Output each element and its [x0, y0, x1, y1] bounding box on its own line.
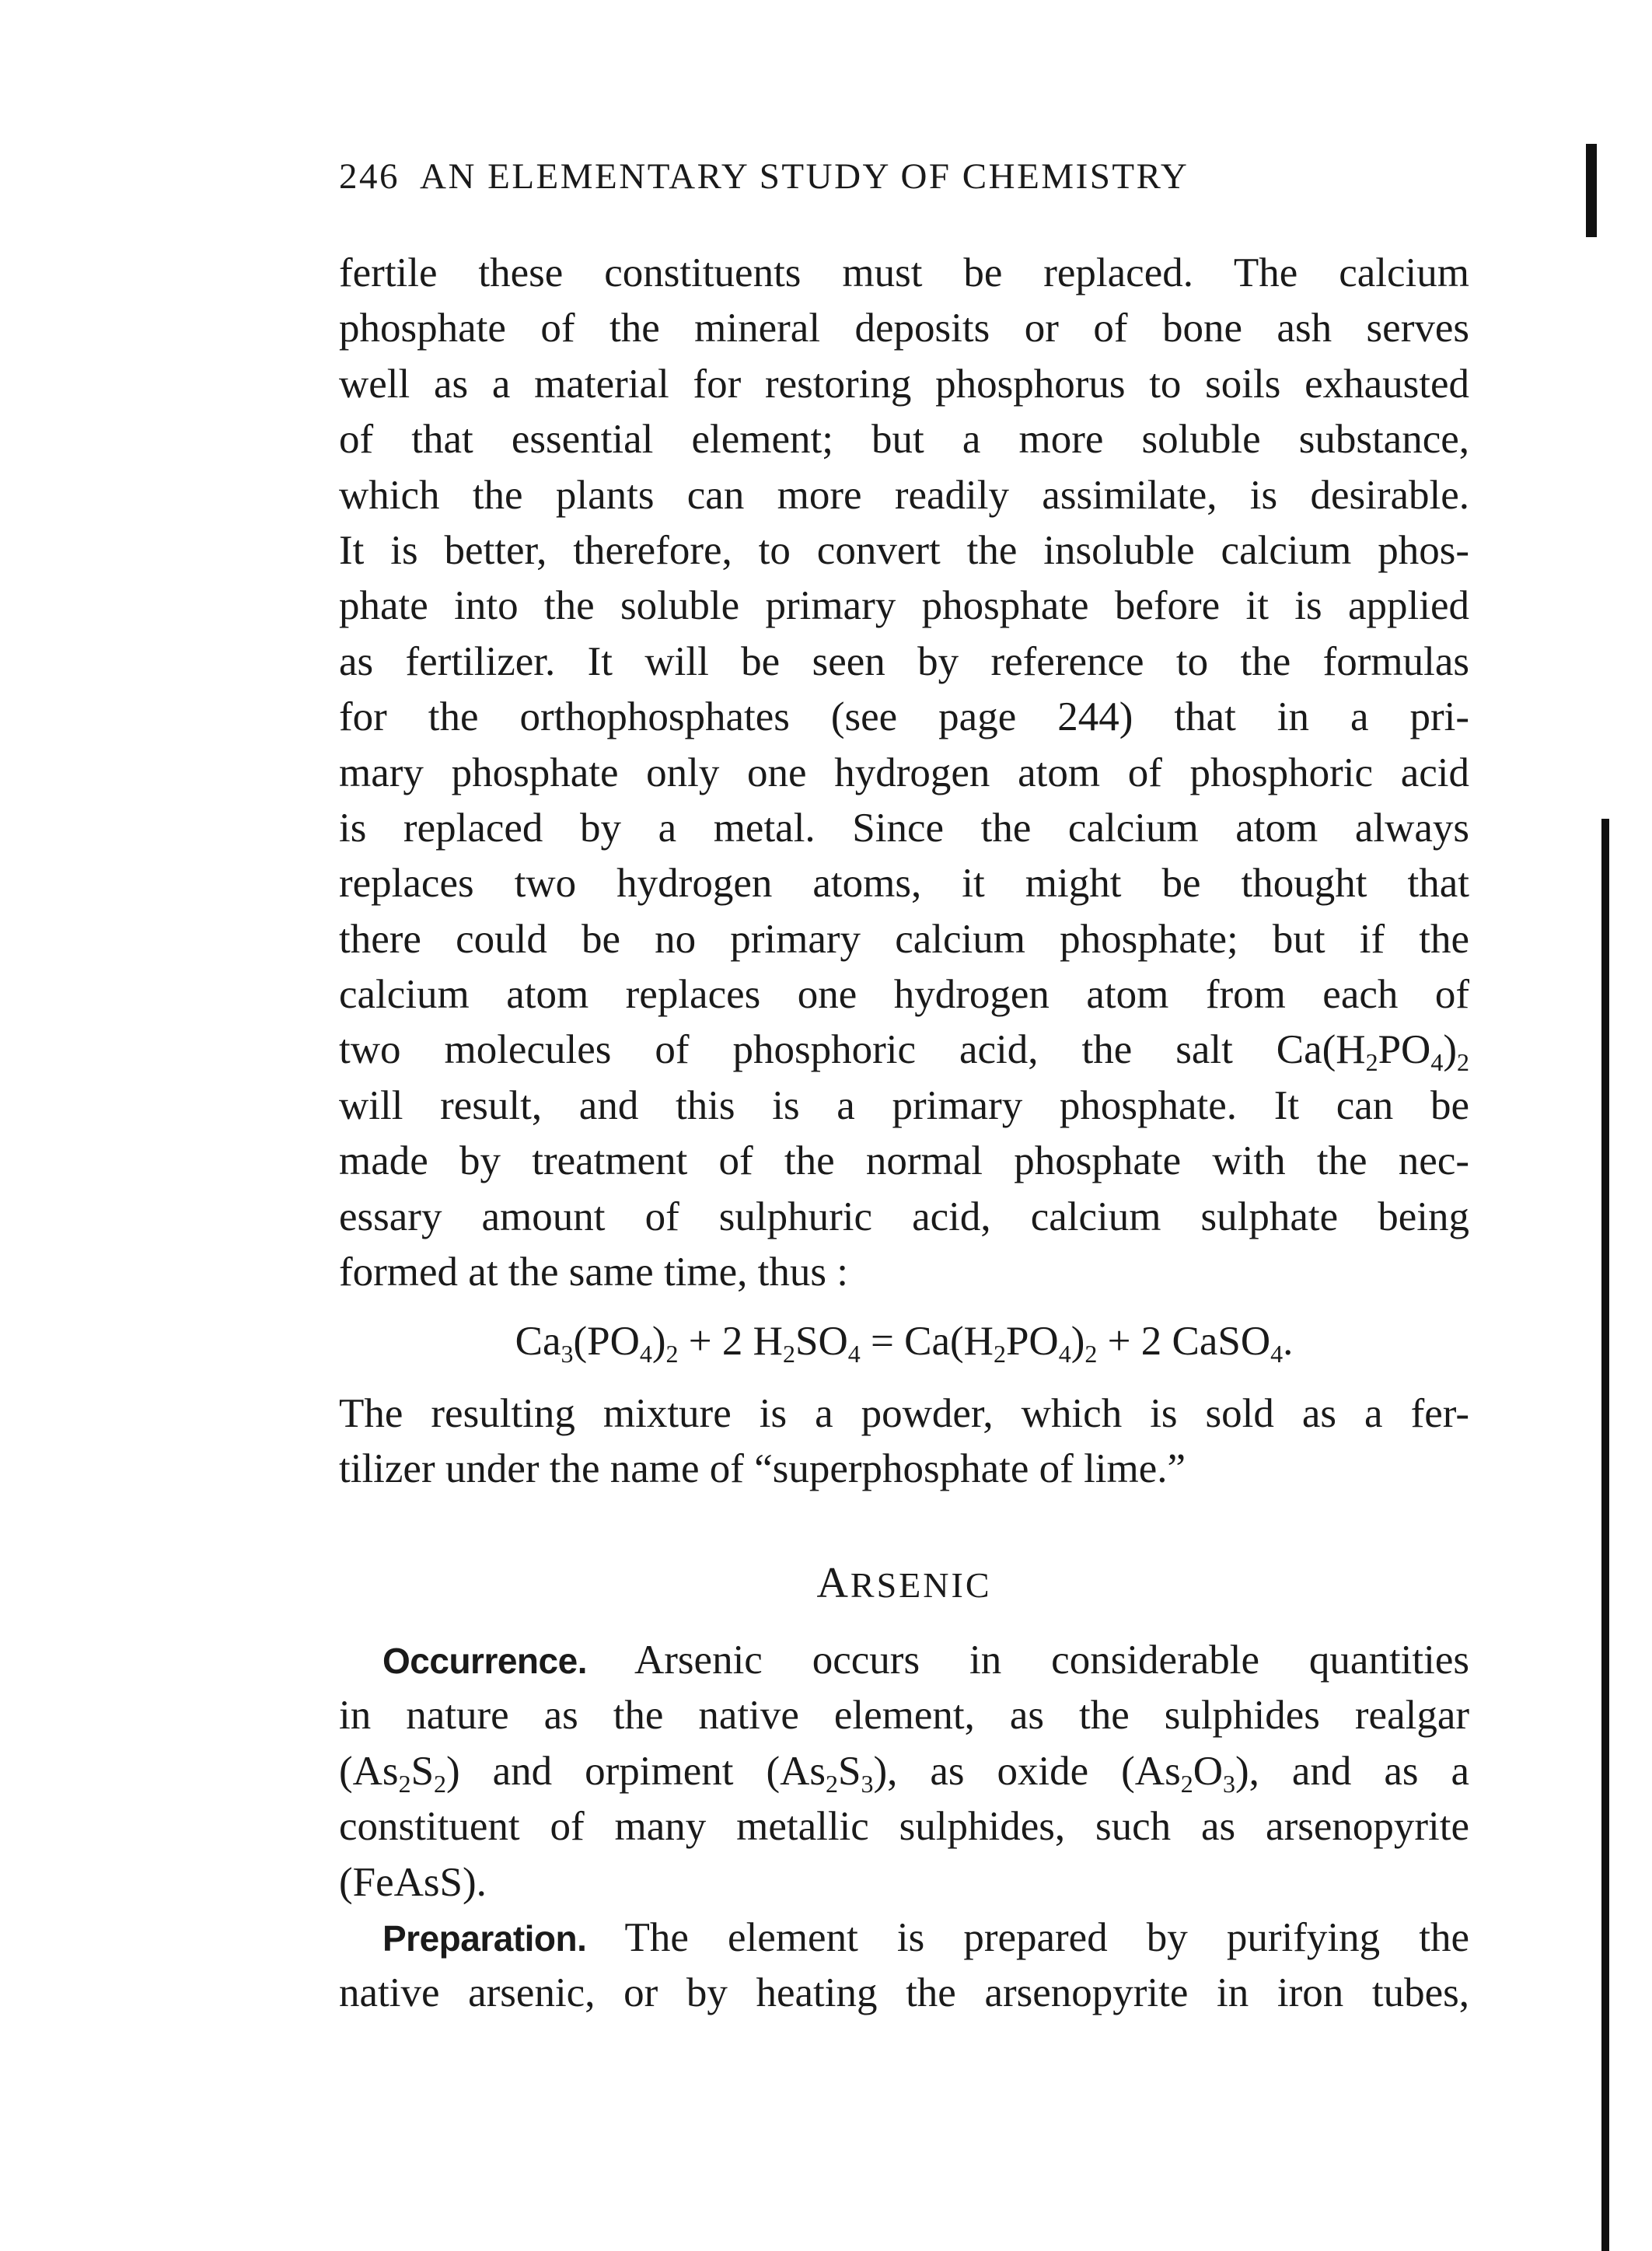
text-run: O [1193, 1748, 1223, 1794]
text-run: made by treatment of the normal phosphate with the nec- [339, 1138, 1469, 1184]
text-line [339, 801, 1469, 856]
text-run: there could be no primary calcium phosphate; but if the [339, 916, 1469, 962]
run-in-heading: Occurrence. [382, 1641, 587, 1681]
subscript: 4 [1058, 1340, 1071, 1368]
text-line [339, 856, 1469, 911]
subscript: 4 [1430, 1048, 1444, 1077]
subscript: 2 [1180, 1769, 1193, 1798]
text-run: ) and orpiment (As [446, 1748, 826, 1794]
text-run: PO [1005, 1319, 1059, 1364]
text-run: S [410, 1748, 435, 1794]
text-run: will result, and this is a primary phosphate. It can be [339, 1082, 1469, 1128]
text-line [339, 1744, 1469, 1799]
text-line [339, 1314, 1469, 1369]
text-run: phosphate of the mineral deposits or of bone ash serves [339, 306, 1469, 351]
text-run: SO [795, 1319, 848, 1364]
text-line [339, 468, 1469, 523]
subscript: 2 [434, 1769, 447, 1798]
text-run: formed at the same time, thus : [339, 1250, 848, 1295]
subscript: 3 [561, 1340, 574, 1368]
text-run: replaces two hydrogen atoms, it might be thought that [339, 861, 1469, 907]
text-line [339, 1245, 1469, 1300]
subscript: 2 [826, 1769, 838, 1798]
running-header [339, 156, 1189, 197]
text-line [339, 357, 1469, 412]
paragraph-preparation [339, 1910, 1469, 2022]
text-line [339, 1966, 1469, 2021]
text-run: as fertilizer. It will be seen by reference to the formulas [339, 638, 1469, 684]
subscript: 2 [1084, 1340, 1098, 1368]
text-line [339, 912, 1469, 967]
text-run: two molecules of phosphoric acid, the salt Ca(H [339, 1027, 1366, 1073]
text-run: for the orthophosphates (see page 244) that in a pri- [339, 694, 1469, 740]
chemical-equation [339, 1314, 1469, 1369]
subscript: 3 [1223, 1769, 1235, 1798]
text-run: which the plants can more readily assimilate, is desirable. [339, 472, 1469, 518]
text-run: is replaced by a metal. Since the calcium atom always [339, 805, 1469, 851]
text-run: ) [1443, 1027, 1457, 1073]
text-run: (PO [573, 1319, 640, 1364]
text-run: PO [1378, 1027, 1431, 1073]
text-run: constituent of many metallic sulphides, such as arsenopyrite [339, 1804, 1469, 1850]
text-run: Arsenic occurs in considerable quantities [586, 1638, 1469, 1683]
text-run: It is better, therefore, to convert the insoluble calcium phos- [339, 527, 1469, 573]
text-run: (FeAsS). [339, 1859, 487, 1905]
text-line [339, 1134, 1469, 1189]
text-line [339, 1855, 1469, 1910]
text-line [339, 1190, 1469, 1245]
section-heading-arsenic [339, 1558, 1469, 1608]
subscript: 2 [993, 1340, 1006, 1368]
text-line [339, 746, 1469, 801]
text-run: = Ca(H [860, 1319, 994, 1364]
text-run: essary amount of sulphuric acid, calcium sulphate being [339, 1194, 1469, 1239]
subscript: 4 [639, 1340, 652, 1368]
subscript: 4 [847, 1340, 861, 1368]
text-run: tilizer under the name of “superphosphate of lime.” [339, 1446, 1186, 1492]
text-run: in nature as the native element, as the sulphides realgar [339, 1693, 1469, 1739]
text-run: The element is prepared by purifying the [586, 1915, 1469, 1960]
heading-rest: RSENIC [850, 1565, 992, 1605]
text-line [339, 1688, 1469, 1743]
text-line [339, 301, 1469, 356]
text-line [339, 1633, 1469, 1688]
subscript: 2 [782, 1340, 795, 1368]
text-line [339, 967, 1469, 1022]
subscript: 2 [398, 1769, 411, 1798]
subscript: 2 [1457, 1048, 1469, 1077]
text-run: ) [1070, 1319, 1085, 1364]
text-run: Ca [515, 1319, 561, 1364]
text-run: calcium atom replaces one hydrogen atom from each of [339, 972, 1469, 1018]
scan-edge-mark [1586, 144, 1597, 237]
subscript: 4 [1270, 1340, 1284, 1368]
text-line [339, 690, 1469, 745]
text-run: well as a material for restoring phosphorus to soils exhausted [339, 361, 1469, 407]
text-line [339, 1442, 1469, 1497]
text-run: S [838, 1748, 861, 1794]
paragraph-occurrence [339, 1633, 1469, 1910]
text-run: mary phosphate only one hydrogen atom of phosphoric acid [339, 750, 1469, 795]
run-in-heading: Preparation. [382, 1918, 587, 1959]
text-run: (As [339, 1748, 399, 1794]
text-run: . [1283, 1319, 1294, 1364]
text-line [339, 1386, 1469, 1442]
text-run: + 2 H [678, 1319, 783, 1364]
text-line [339, 634, 1469, 690]
text-line [339, 523, 1469, 578]
text-run: + 2 CaSO [1097, 1319, 1271, 1364]
text-line [339, 1078, 1469, 1134]
text-line [339, 1022, 1469, 1078]
text-line [339, 412, 1469, 467]
subscript: 2 [665, 1340, 679, 1368]
text-line [339, 1799, 1469, 1854]
subscript: 3 [861, 1769, 874, 1798]
text-run: ), as oxide (As [873, 1748, 1181, 1794]
text-run: phate into the soluble primary phosphate before it is applied [339, 583, 1469, 629]
text-run: ), and as a [1235, 1748, 1469, 1794]
text-line [339, 578, 1469, 634]
paragraph-superphosphate [339, 1386, 1469, 1498]
text-run: of that essential element; but a more soluble substance, [339, 417, 1469, 463]
text-line [339, 1910, 1469, 1966]
page-number: 246 [339, 156, 400, 197]
scan-edge-bar [1601, 819, 1609, 2251]
subscript: 2 [1365, 1048, 1378, 1077]
text-run: native arsenic, or by heating the arsenopyrite in iron tubes, [339, 1970, 1469, 2016]
text-run: ) [651, 1319, 666, 1364]
text-run: fertile these constituents must be replaced. The calcium [339, 250, 1469, 295]
heading-initial: A [816, 1559, 850, 1607]
paragraph-phosphate [339, 246, 1469, 1300]
text-line [339, 246, 1469, 301]
running-title: AN ELEMENTARY STUDY OF CHEMISTRY [420, 156, 1189, 197]
text-run: The resulting mixture is a powder, which is sold as a fer- [339, 1391, 1469, 1436]
